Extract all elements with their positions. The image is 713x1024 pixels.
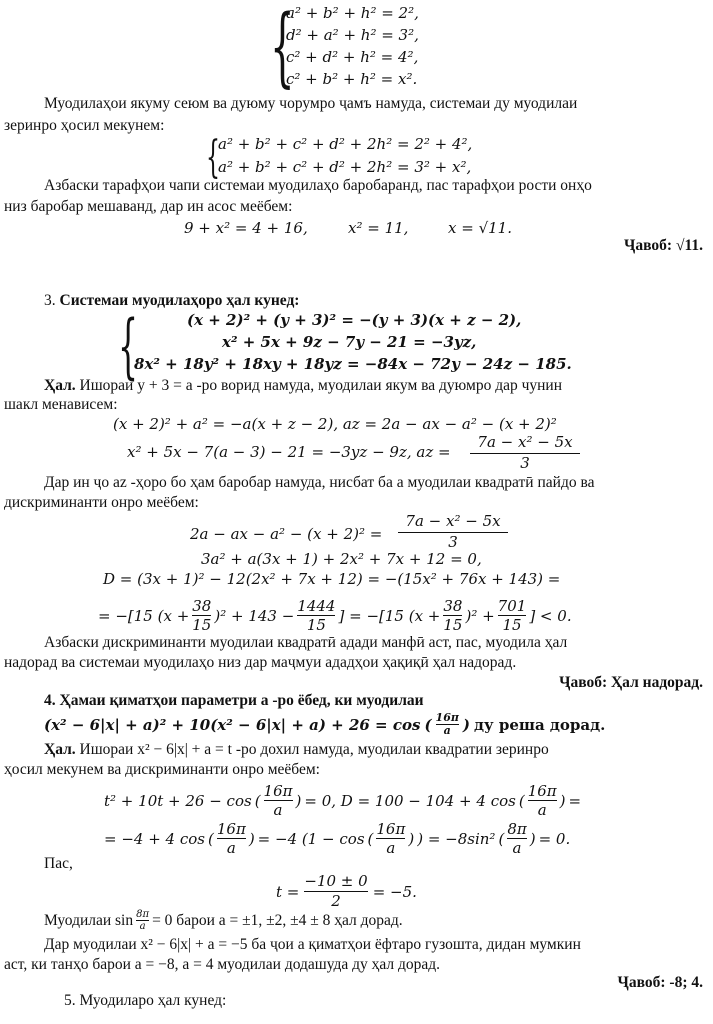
fraction-numerator: 8π (507, 820, 527, 838)
eq-part: = −5. (372, 882, 417, 901)
fraction (297, 597, 335, 634)
fraction (470, 433, 580, 472)
equation: 2a − ax − a² − (x + 2)² = (190, 525, 383, 543)
equation: D = (3x + 1)² − 12(2x² + 7x + 12) = −(15x² + 76x + 143) = (103, 570, 561, 588)
equation: x² + 5x − 7(a − 3) − 21 = −3yz − 9z, az = (127, 443, 451, 461)
fraction-numerator: 38 (192, 597, 212, 615)
paren: ) (248, 829, 255, 848)
fraction (528, 782, 557, 819)
equation (98, 597, 572, 634)
solution-label: Ҳал. (44, 377, 76, 394)
fraction-denominator: 15 (192, 616, 212, 634)
equation: 9 + x² = 4 + 16, (184, 219, 308, 237)
sys1-row: d² + a² + h² = 3², (286, 26, 419, 44)
system-1 (286, 2, 419, 90)
sys2-row: a² + b² + c² + d² + 2h² = 2² + 4², (218, 135, 473, 153)
eq-part: t = (276, 882, 300, 901)
paragraph: Муодилаҳои якуму сеюм ва дуюму чорумро ҷамъ намуда, системаи ду муодилаи (44, 95, 578, 112)
eq-part: = 0. (538, 829, 571, 848)
equation (104, 782, 581, 819)
sys3-row: (x + 2)² + (y + 3)² = −(y + 3)(x + z − 2), (187, 311, 522, 329)
sys1-row: c² + b² + h² = x². (286, 70, 418, 88)
fraction-numerator: 701 (497, 597, 527, 615)
fraction-denominator: 15 (443, 616, 463, 634)
problem-3-heading (44, 292, 299, 310)
equation: (x + 2)² + a² = −a(x + z − 2), az = 2a − ax − a² − (x + 2)² (113, 415, 557, 433)
fraction-numerator: 1444 (297, 597, 336, 615)
paren: ) (462, 715, 471, 734)
paragraph: аст, ки танҳо барои a = −8, a = 4 муодилаи додашуда ду ҳал дорад. (4, 956, 441, 973)
fraction (507, 820, 526, 857)
solution-text: Ишораи x² − 6|x| + a = t -ро дохил намуда, муодилаи квадратии зеринро (79, 741, 549, 758)
paragraph (44, 741, 549, 759)
equation (276, 872, 417, 911)
sys3-row: 8x² + 18y² + 18xy + 18yz = −84x − 72y − 24z − 185. (134, 355, 572, 373)
fraction (264, 782, 293, 819)
paragraph: Пас, (44, 855, 73, 872)
brace-left: { (270, 0, 295, 97)
brace-left: { (118, 305, 139, 387)
fraction-denominator: 2 (304, 891, 367, 911)
text-part: = 0 барои a = ±1, ±2, ±4 ± 8 ҳал дорад. (152, 911, 403, 929)
eq-part: ду реша дорад. (474, 715, 606, 734)
fraction-numerator: 16π (216, 820, 246, 838)
fraction (376, 820, 405, 857)
sys2-row: a² + b² + c² + d² + 2h² = 3² + x², (218, 158, 472, 176)
fraction-denominator: a (528, 800, 557, 819)
paragraph (44, 909, 403, 932)
paragraph: низ баробар мешаванд, дар ин асос меёбем: (4, 198, 293, 215)
fraction-numerator: 38 (443, 597, 463, 615)
equation: 3a² + a(3x + 1) + 2x² + 7x + 12 = 0, (201, 550, 482, 568)
fraction-denominator: a (436, 724, 459, 737)
eq-part: = 0, D = 100 − 104 + 4 cos (304, 791, 516, 810)
eq-part: ] < 0. (529, 606, 572, 625)
fraction-denominator: 15 (498, 615, 527, 634)
sys1-row: a² + b² + h² = 2², (286, 4, 419, 22)
problem-number: 3. (44, 292, 56, 309)
fraction-denominator: a (217, 838, 246, 857)
equation: x² = 11, (348, 219, 409, 237)
paragraph: Азбаски тарафҳои чапи системаи муодилаҳо баробаранд, пас тарафҳои рости онҳо (44, 177, 592, 194)
fraction (443, 597, 462, 634)
paren: ( (254, 791, 261, 810)
text-part: Муодилаи sin (44, 911, 134, 929)
fraction-numerator: 7a − x² − 5x (477, 433, 573, 451)
fraction (136, 909, 149, 932)
eq-part: ) = −8sin² (417, 829, 496, 848)
problem-title: Системаи муодилаҳоро ҳал кунед: (59, 292, 300, 309)
fraction (217, 820, 246, 857)
fraction-numerator: 8π (136, 909, 150, 920)
fraction-numerator: 16π (263, 782, 293, 800)
eq-part: = −4 (1 − cos (257, 829, 365, 848)
fraction-numerator: 16π (435, 711, 459, 724)
fraction-denominator: a (507, 838, 526, 857)
fraction-denominator: a (136, 920, 149, 932)
fraction-numerator: 7a − x² − 5x (405, 512, 501, 530)
paragraph: Дар муодилаи x² − 6|x| + a = −5 ба ҷои a қиматҳои ёфтаро гузошта, дидан мумкин (44, 936, 581, 953)
paragraph (44, 377, 562, 395)
sys3-row: x² + 5x + 9z − 7y − 21 = −3yz, (222, 333, 477, 351)
fraction-denominator: a (376, 838, 405, 857)
fraction-denominator: 15 (297, 615, 335, 634)
eq-part: )² + (465, 606, 495, 625)
problem-4-equation (44, 712, 605, 737)
eq-part: = −4 + 4 cos (104, 829, 205, 848)
paragraph: надорад ва системаи муодилаҳо низ дар маҷмуи ададҳои ҳақиқӣ ҳал надорад. (4, 654, 517, 671)
problem-4-heading: 4. Ҳамаи қиматҳои параметри a -ро ёбед, ки муодилаи (44, 692, 424, 709)
paragraph: Азбаски дискриминанти муодилаи квадратӣ адади манфӣ аст, пас, муодила ҳал (44, 634, 568, 651)
paragraph: зеринро ҳосил мекунем: (4, 117, 165, 134)
fraction-denominator: 3 (398, 532, 508, 551)
system-2 (218, 133, 472, 179)
paren: ( (518, 791, 525, 810)
brace-left: { (206, 132, 220, 183)
fraction (398, 512, 508, 551)
solution-label: Ҳал. (44, 741, 76, 758)
eq-part: t² + 10t + 26 − cos (104, 791, 252, 810)
fraction-numerator: 16π (376, 820, 406, 838)
fraction (192, 597, 211, 634)
solution-text: Ишораи y + 3 = a -ро ворид намуда, муодилаи якум ва дуюмро дар чунин (79, 377, 563, 394)
eq-part: ] = −[15 (x + (338, 606, 441, 625)
paragraph: дискриминанти онро меёбем: (4, 494, 199, 511)
paren: ( (208, 829, 214, 848)
equation: x = √11. (448, 219, 512, 237)
paren: ) (408, 829, 415, 848)
fraction-denominator: a (264, 800, 293, 819)
problem-5-heading: 5. Муодиларо ҳал кунед: (64, 992, 227, 1009)
paren: ( (367, 829, 374, 848)
paren: ( (424, 715, 432, 734)
fraction (436, 712, 459, 737)
paren: ) (559, 791, 566, 810)
paren: ) (295, 791, 302, 810)
fraction-numerator: −10 ± 0 (304, 872, 368, 890)
paragraph: шакл менависем: (4, 396, 118, 413)
eq-part: )² + 143 − (214, 606, 295, 625)
sys1-row: c² + d² + h² = 4², (286, 48, 419, 66)
answer: Ҷавоб: √11. (624, 237, 703, 254)
eq-part: = −[15 (x + (98, 606, 190, 625)
fraction (304, 872, 367, 911)
equation (104, 820, 570, 857)
fraction-numerator: 16π (527, 782, 557, 800)
eq-part: = (568, 791, 582, 810)
answer: Ҷавоб: Ҳал надорад. (559, 674, 703, 691)
eq-part: (x² − 6|x| + a)² + 10(x² − 6|x| + a) + 26 = cos (44, 715, 421, 734)
paren: ) (529, 829, 536, 848)
fraction-denominator: 3 (470, 453, 580, 472)
answer: Ҷавоб: -8; 4. (617, 974, 703, 991)
paragraph: ҳосил мекунем ва дискриминанти онро меёбем: (4, 761, 320, 778)
paren: ( (498, 829, 505, 848)
fraction (498, 597, 527, 634)
paragraph: Дар ин ҷо az -ҳоро бо ҳам баробар намуда, нисбат ба a муодилаи квадратӣ пайдо ва (44, 474, 595, 491)
